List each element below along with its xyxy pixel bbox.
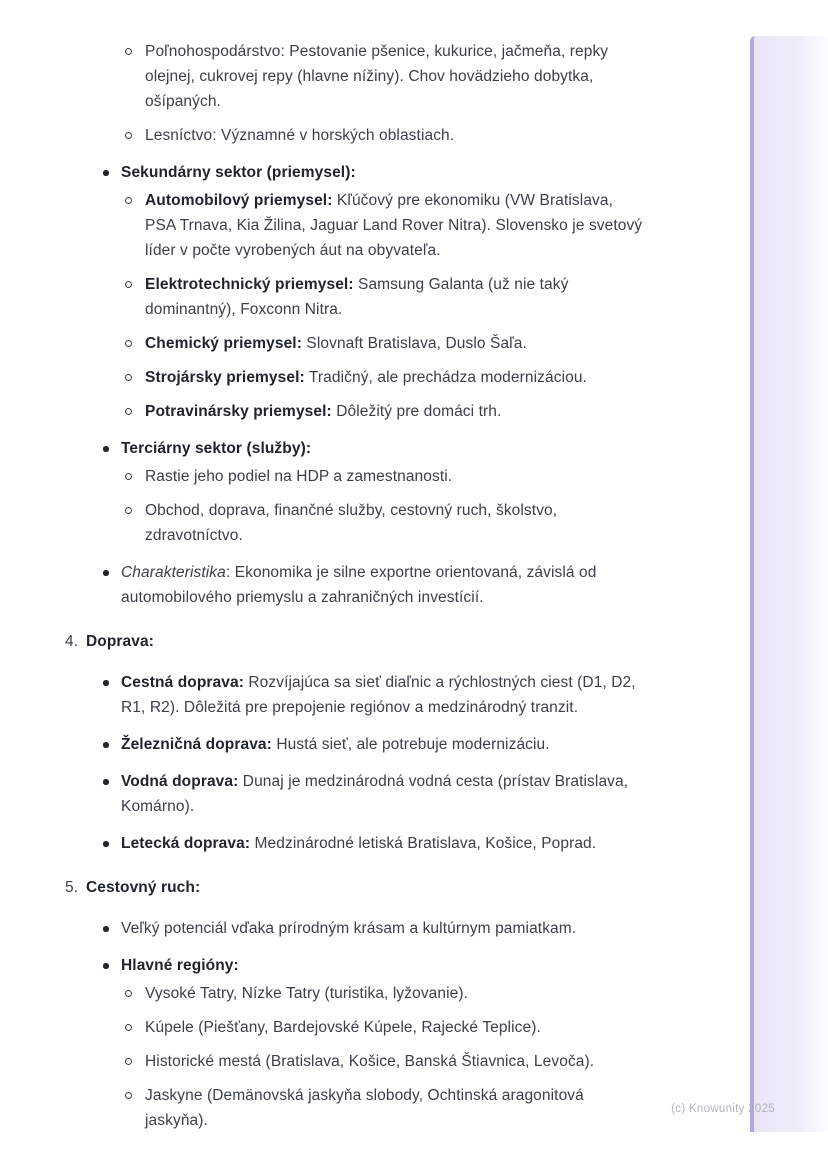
item-text: Cestovný ruch:: [86, 879, 201, 896]
item-text: Hlavné regióny:: [121, 957, 239, 974]
list-item: [65, 498, 645, 548]
item-text: Elektrotechnický priemysel: Samsung Galanta (už nie taký dominantný), Foxconn Nitra.: [145, 276, 569, 318]
bullet-disc-icon: [103, 436, 121, 452]
item-text: Sekundárny sektor (priemysel):: [121, 164, 356, 181]
item-text: Lesníctvo: Významné v horských oblastiach.: [145, 127, 455, 144]
bullet-circle-icon: [125, 981, 145, 997]
bullet-circle-icon: [125, 464, 145, 480]
bullet-disc-icon: [103, 732, 121, 748]
bullet-circle-icon: [125, 272, 145, 288]
bullet-disc-icon: [103, 670, 121, 686]
bullet-disc-icon: [103, 560, 121, 576]
item-text: Vodná doprava: Dunaj je medzinárodná vodná cesta (prístav Bratislava, Komárno).: [121, 773, 629, 815]
item-text: Letecká doprava: Medzinárodné letiská Bratislava, Košice, Poprad.: [121, 835, 597, 852]
list-item: [65, 769, 645, 819]
list-item: [65, 831, 645, 856]
bullet-circle-icon: [125, 1015, 145, 1031]
bullet-disc-icon: [103, 953, 121, 969]
list-item: [65, 331, 645, 356]
copyright-watermark: (c) Knowunity 2025: [671, 1103, 775, 1115]
item-text: Doprava:: [86, 633, 154, 650]
list-item: [65, 1015, 645, 1040]
list-item: [65, 123, 645, 148]
list-item: [65, 560, 645, 610]
item-text: Potravinársky priemysel: Dôležitý pre domáci trh.: [145, 403, 502, 420]
item-number: 5.: [65, 879, 79, 896]
bullet-circle-icon: [125, 331, 145, 347]
bullet-circle-icon: [125, 188, 145, 204]
bullet-disc-icon: [103, 916, 121, 932]
document-body: [65, 39, 645, 1142]
list-item: [65, 464, 645, 489]
bullet-disc-icon: [103, 769, 121, 785]
bullet-circle-icon: [125, 365, 145, 381]
list-item: [65, 272, 645, 322]
next-page-edge[interactable]: [750, 36, 828, 1132]
list-item: [65, 953, 645, 978]
item-text: Poľnohospodárstvo: Pestovanie pšenice, kukurice, jačmeňa, repky olejnej, cukrovej repy (hlavne nížiny). Chov hovädzieho dobytka, ošípaných.: [145, 43, 609, 110]
item-text: Chemický priemysel: Slovnaft Bratislava, Duslo Šaľa.: [145, 335, 527, 352]
list-item: [65, 399, 645, 424]
bullet-circle-icon: [125, 1083, 145, 1099]
item-text: Obchod, doprava, finančné služby, cestovný ruch, školstvo, zdravotníctvo.: [145, 502, 558, 544]
numbered-list-item: [65, 629, 645, 654]
bullet-circle-icon: [125, 399, 145, 415]
bullet-circle-icon: [125, 123, 145, 139]
item-text: Vysoké Tatry, Nízke Tatry (turistika, lyžovanie).: [145, 985, 469, 1002]
bullet-disc-icon: [103, 831, 121, 847]
item-text: Jaskyne (Demänovská jaskyňa slobody, Ochtinská aragonitová jaskyňa).: [145, 1087, 584, 1129]
bullet-circle-icon: [125, 39, 145, 55]
item-text: Kúpele (Piešťany, Bardejovské Kúpele, Rajecké Teplice).: [145, 1019, 541, 1036]
item-text: Veľký potenciál vďaka prírodným krásam a kultúrnym pamiatkam.: [121, 920, 577, 937]
numbered-list-item: [65, 875, 645, 900]
list-item: [65, 1049, 645, 1074]
list-item: [65, 39, 645, 114]
item-number: 4.: [65, 633, 79, 650]
item-text: Cestná doprava: Rozvíjajúca sa sieť diaľnic a rýchlostných ciest (D1, D2, R1, R2). Dôležitá pre prepojenie regiónov a medzinárodný tranzit.: [121, 674, 636, 716]
list-item: [65, 732, 645, 757]
item-text: Rastie jeho podiel na HDP a zamestnanosti.: [145, 468, 453, 485]
list-item: [65, 160, 645, 185]
item-text: Historické mestá (Bratislava, Košice, Banská Štiavnica, Levoča).: [145, 1053, 595, 1070]
item-text: Automobilový priemysel: Kľúčový pre ekonomiku (VW Bratislava, PSA Trnava, Kia Žilina, Jaguar Land Rover Nitra). Slovensko je svetový líder v počte vyrobených áut na obyvateľa.: [145, 192, 643, 259]
list-item: [65, 981, 645, 1006]
bullet-circle-icon: [125, 498, 145, 514]
item-text: Strojársky priemysel: Tradičný, ale prechádza modernizáciou.: [145, 369, 587, 386]
list-item: [65, 670, 645, 720]
item-text: Terciárny sektor (služby):: [121, 440, 312, 457]
bullet-disc-icon: [103, 160, 121, 176]
item-text: Charakteristika: Ekonomika je silne exportne orientovaná, závislá od automobilového priemyslu a zahraničných investícií.: [121, 564, 597, 606]
list-item: [65, 916, 645, 941]
bullet-circle-icon: [125, 1049, 145, 1065]
list-item: [65, 188, 645, 263]
list-item: [65, 436, 645, 461]
item-text: Železničná doprava: Hustá sieť, ale potrebuje modernizáciu.: [121, 736, 550, 753]
list-item: [65, 365, 645, 390]
list-item: [65, 1083, 645, 1133]
